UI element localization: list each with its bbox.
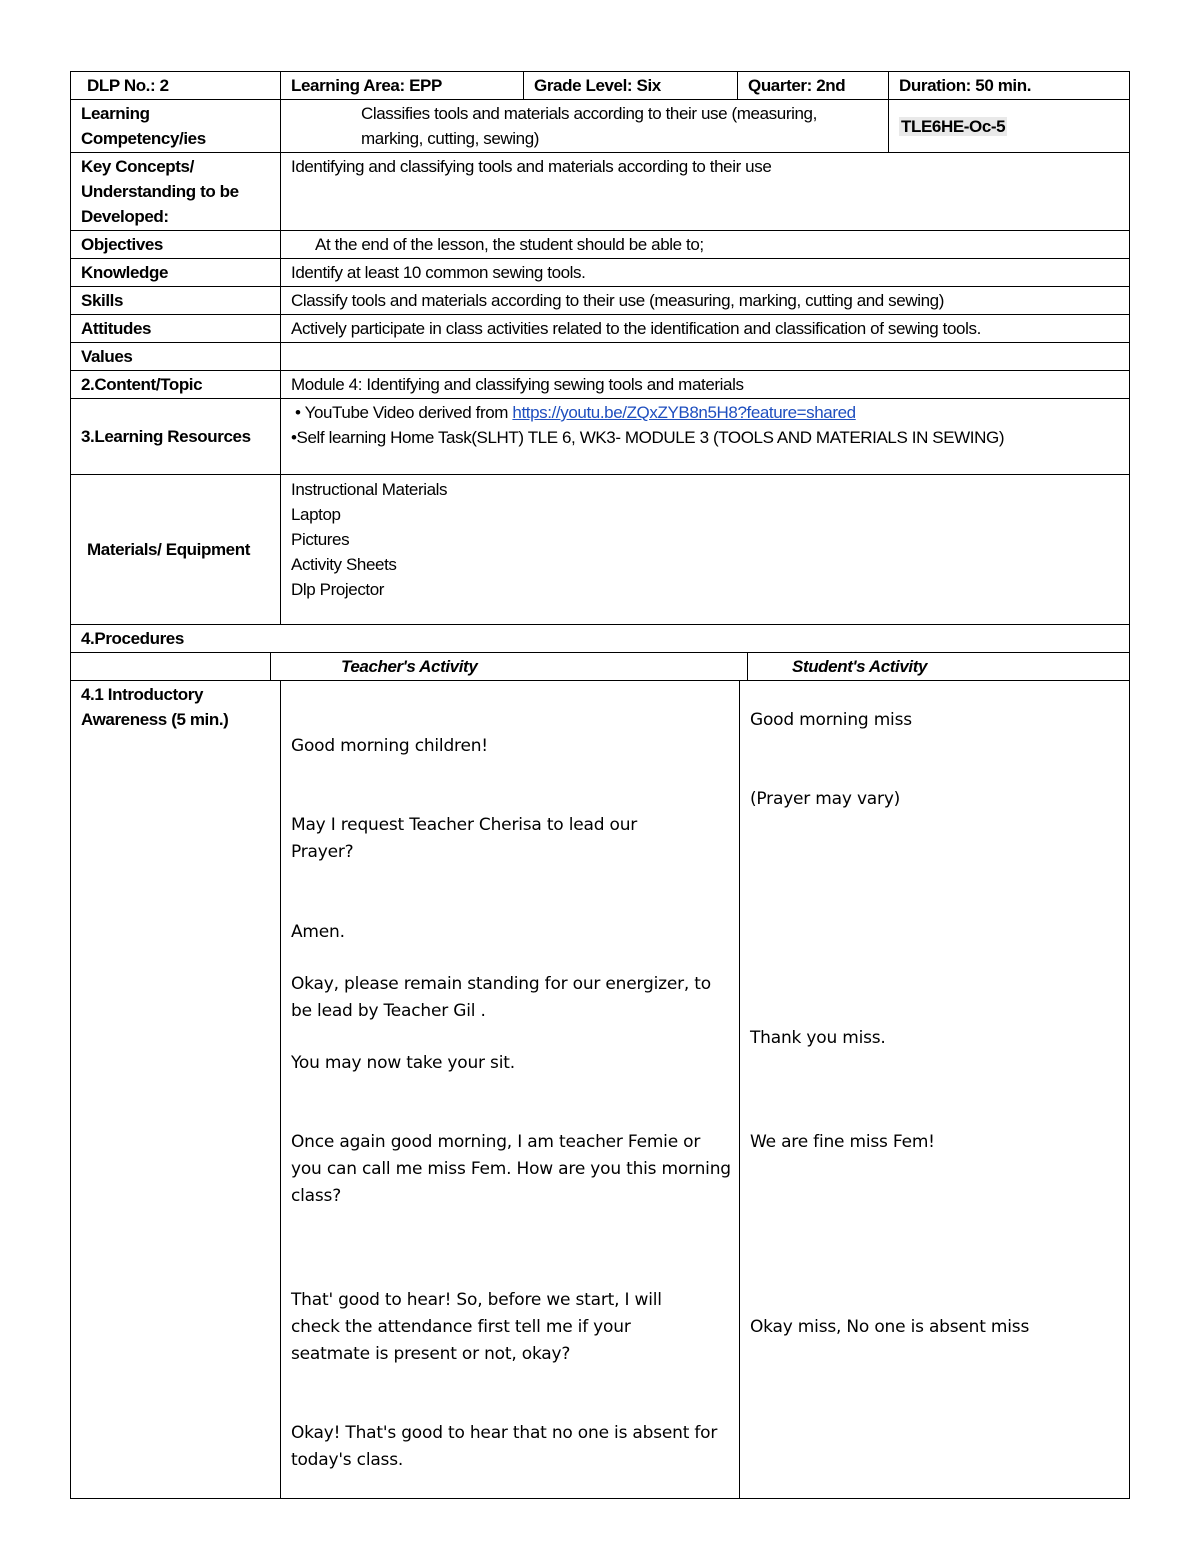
knowledge-label: Knowledge	[71, 259, 281, 287]
student-line: Good morning miss	[750, 710, 912, 730]
teacher-line: Okay! That's good to hear that no one is absent for today's class.	[291, 1423, 718, 1470]
competency-code: TLE6HE-Oc-5	[901, 116, 1006, 136]
student-line: Okay miss, No one is absent miss	[750, 1317, 1030, 1337]
introductory-row	[71, 681, 1130, 1499]
introductory-label: 4.1 Introductory Awareness (5 min.)	[71, 681, 281, 1499]
teacher-activity-cell	[281, 681, 740, 1499]
materials-item: Laptop	[291, 505, 341, 524]
materials-item: Dlp Projector	[291, 580, 385, 599]
introductory-table	[70, 680, 1130, 1499]
youtube-link[interactable]: https://youtu.be/ZQxZYB8n5H8?feature=shared	[512, 403, 856, 422]
activity-heading-table	[70, 652, 1130, 681]
procedures-label: 4.Procedures	[71, 625, 1130, 653]
content-label: 2.Content/Topic	[71, 371, 281, 399]
learning-area: Learning Area: EPP	[281, 72, 524, 100]
materials-row	[71, 475, 1130, 625]
content-row	[71, 371, 1130, 399]
teacher-line: That' good to hear! So, before we start, I will check the attendance first tell me if your seatmate is present or not, okay?	[291, 1290, 662, 1364]
teacher-line: You may now take your sit.	[291, 1053, 515, 1073]
student-activity-heading: Student's Activity	[748, 653, 1130, 681]
attitudes-row	[71, 315, 1130, 343]
duration: Duration: 50 min.	[889, 72, 1130, 100]
competency-label: Learning Competency/ies	[71, 100, 281, 153]
grade-level: Grade Level: Six	[524, 72, 738, 100]
values-label: Values	[71, 343, 281, 371]
attitudes-label: Attitudes	[71, 315, 281, 343]
student-line: We are fine miss Fem!	[750, 1132, 935, 1152]
teacher-line: Okay, please remain standing for our energizer, to be lead by Teacher Gil .	[291, 974, 711, 1021]
materials-item: Pictures	[291, 530, 350, 549]
teacher-line: Amen.	[291, 922, 345, 942]
teacher-line: May I request Teacher Cherisa to lead our Prayer?	[291, 815, 638, 862]
values-row	[71, 343, 1130, 371]
competency-text: Classifies tools and materials according to their use (measuring, marking, cutting, sewing)	[281, 100, 889, 153]
teacher-activity-heading: Teacher's Activity	[271, 653, 748, 681]
student-line: (Prayer may vary)	[750, 789, 901, 809]
objectives-label: Objectives	[71, 231, 281, 259]
competency-row	[71, 100, 1130, 153]
header-row	[71, 72, 1130, 100]
key-concepts-text: Identifying and classifying tools and materials according to their use	[281, 153, 1130, 231]
knowledge-row	[71, 259, 1130, 287]
resource-item-slht: •Self learning Home Task(SLHT) TLE 6, WK3- MODULE 3 (TOOLS AND MATERIALS IN SEWING)	[291, 428, 1005, 447]
procedures-row	[71, 625, 1130, 653]
skills-label: Skills	[71, 287, 281, 315]
student-line: Thank you miss.	[750, 1028, 886, 1048]
resources-list	[281, 399, 1130, 475]
student-activity-cell	[740, 681, 1130, 1499]
lesson-plan-document	[70, 71, 1129, 1499]
content-text: Module 4: Identifying and classifying sewing tools and materials	[281, 371, 1130, 399]
skills-text: Classify tools and materials according to their use (measuring, marking, cutting and sewing)	[281, 287, 1130, 315]
knowledge-text: Identify at least 10 common sewing tools.	[281, 259, 1130, 287]
values-text	[281, 343, 1130, 371]
attitudes-text: Actively participate in class activities related to the identification and classification of sewing tools.	[281, 315, 1130, 343]
skills-row	[71, 287, 1130, 315]
materials-item: Instructional Materials	[291, 480, 448, 499]
materials-list	[281, 475, 1130, 625]
teacher-line: Good morning children!	[291, 736, 488, 756]
materials-label: Materials/ Equipment	[71, 475, 281, 625]
objectives-row	[71, 231, 1130, 259]
resources-label: 3.Learning Resources	[71, 399, 281, 475]
materials-item: Activity Sheets	[291, 555, 397, 574]
lesson-plan-table	[70, 71, 1130, 653]
teacher-line: Once again good morning, I am teacher Femie or you can call me miss Fem. How are you this morning class?	[291, 1132, 731, 1206]
key-concepts-row	[71, 153, 1130, 231]
activity-heading-row	[71, 653, 1130, 681]
objectives-text: At the end of the lesson, the student should be able to;	[281, 231, 1130, 259]
quarter: Quarter: 2nd	[738, 72, 889, 100]
dlp-number: DLP No.: 2	[71, 72, 281, 100]
key-concepts-label: Key Concepts/ Understanding to be Developed:	[71, 153, 281, 231]
resources-row	[71, 399, 1130, 475]
resource-item-youtube: • YouTube Video derived from https://youtu.be/ZQxZYB8n5H8?feature=shared	[295, 403, 856, 422]
